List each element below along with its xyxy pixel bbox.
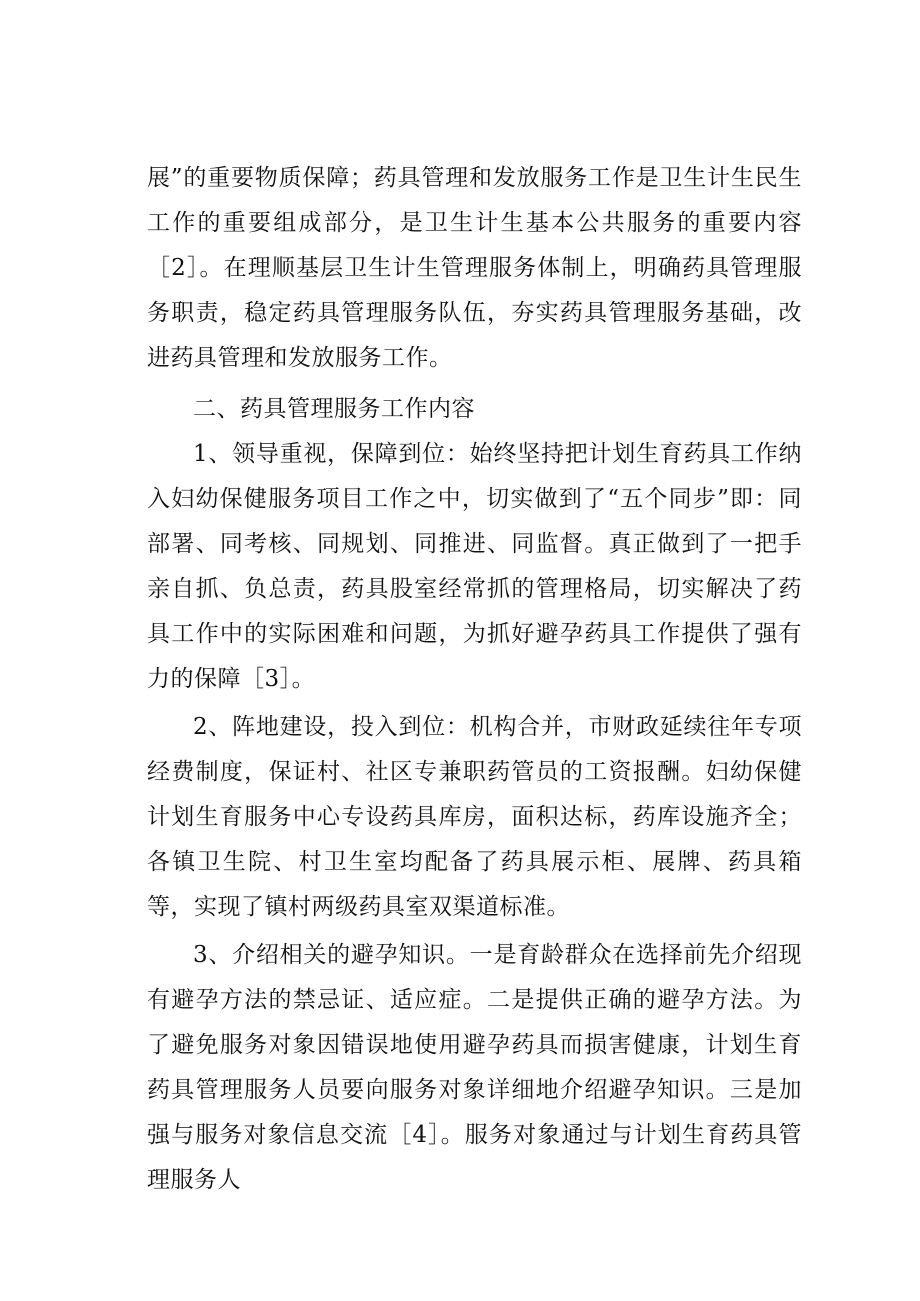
- section-heading: 二、药具管理服务工作内容: [193, 396, 475, 422]
- paragraph-construction: 2、阵地建设，投入到位：机构合并，市财政延续往年专项经费制度，保证村、社区专兼职药管员的工资报酬。妇幼保健计划生育服务中心专设药具库房，面积达标，药库设施齐全；各镇卫生院、村卫生室均配备了药具展示柜、展牌、药具箱等，实现了镇村两级药具室双渠道标准。: [147, 714, 802, 920]
- paragraph-knowledge: 3、介绍相关的避孕知识。一是育龄群众在选择前先介绍现有避孕方法的禁忌证、适应症。二是提供正确的避孕方法。为了避免服务对象因错误地使用避孕药具而损害健康，计划生育药具管理服务人员要向服务对象详细地介绍避孕知识。三是加强与服务对象信息交流［4］。服务对象通过与计划生育药具管理服务人: [147, 942, 802, 1193]
- paragraph-leadership: 1、领导重视，保障到位：始终坚持把计划生育药具工作纳入妇幼保健服务项目工作之中，切实做到了“五个同步”即：同部署、同考核、同规划、同推进、同监督。真正做到了一把手亲自抓、负总责，药具股室经常抓的管理格局，切实解决了药具工作中的实际困难和问题，为抓好避孕药具工作提供了强有力的保障［3］。: [147, 441, 802, 692]
- document-body: [147, 156, 802, 1203]
- paragraph-continuation: 展”的重要物质保障；药具管理和发放服务工作是卫生计生民生工作的重要组成部分，是卫生计生基本公共服务的重要内容［2］。在理顺基层卫生计生管理服务体制上，明确药具管理服务职责，稳定药具管理服务队伍，夯实药具管理服务基础，改进药具管理和发放服务工作。: [147, 165, 802, 371]
